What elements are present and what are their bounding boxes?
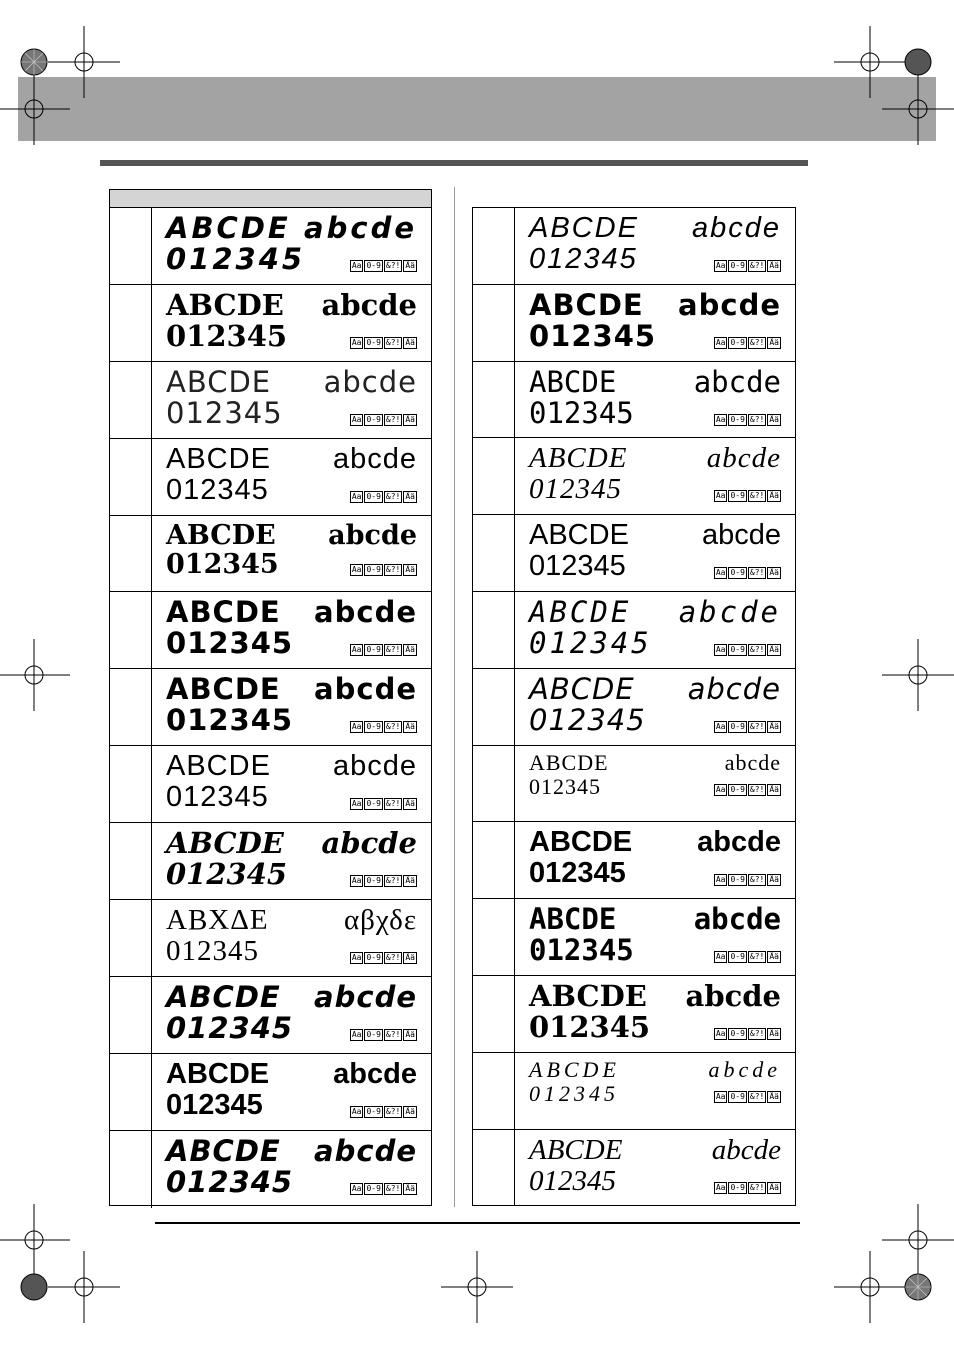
uppercase-sample: ABCDE	[529, 671, 635, 706]
digits-sample: 012345	[529, 473, 622, 506]
font-sample-row	[110, 592, 431, 669]
digits-sample: 012345	[166, 857, 288, 892]
lowercase-sample: abcde	[321, 826, 417, 861]
charset-chip-icon: &?!	[385, 876, 401, 886]
digits-sample: 012345	[529, 933, 634, 968]
font-number-cell	[110, 362, 152, 438]
character-set-icons	[714, 1182, 781, 1194]
font-number-cell	[473, 592, 515, 668]
uppercase-sample: ABCDE	[529, 902, 617, 937]
charset-chip-icon: &?!	[749, 491, 765, 501]
digits-sample: 012345	[166, 935, 259, 968]
charset-chip-icon: Aa	[351, 799, 362, 809]
digits-sample: 012345	[166, 781, 269, 814]
charset-chip-icon: Ää	[769, 1182, 779, 1192]
lowercase-sample: abcde	[314, 595, 417, 630]
uppercase-sample: ABCDE	[166, 519, 276, 551]
digits-sample: 012345	[529, 550, 626, 583]
character-set-icons	[714, 644, 781, 656]
charset-chip-icon: 0-9	[366, 722, 381, 732]
uppercase-sample: ABCDE	[529, 442, 628, 475]
charset-chip-icon: Aa	[715, 337, 726, 347]
character-set-icons	[350, 644, 417, 656]
font-sample-cell	[515, 746, 795, 822]
uppercase-sample: ABCDE	[166, 211, 291, 245]
charset-chip-icon: Aa	[351, 261, 362, 270]
charset-chip-icon: &?!	[749, 875, 765, 885]
charset-chip-icon: Ää	[405, 876, 415, 886]
lowercase-sample: abcde	[304, 211, 417, 245]
charset-chip-icon: &?!	[749, 337, 765, 347]
font-number-cell	[110, 516, 152, 592]
charset-chip-icon: Ää	[769, 337, 779, 347]
charset-chip-icon: &?!	[385, 1029, 401, 1039]
charset-chip-icon: Aa	[351, 491, 362, 501]
charset-chip-icon: &?!	[749, 952, 765, 962]
charset-chip-icon: 0-9	[730, 337, 745, 347]
charset-chip-icon: &?!	[385, 564, 401, 574]
lowercase-sample: abcde	[332, 442, 417, 475]
lowercase-sample: abcde	[697, 826, 781, 859]
character-set-icons	[350, 337, 417, 349]
uppercase-sample: ABCDE	[166, 364, 272, 399]
charset-chip-icon: Ää	[769, 261, 779, 270]
charset-chip-icon: &?!	[385, 1106, 401, 1116]
character-set-icons	[350, 260, 417, 272]
digits-sample: 012345	[529, 773, 601, 799]
charset-chip-icon: Aa	[715, 644, 726, 654]
font-sample-row	[473, 822, 795, 899]
font-number-cell	[473, 438, 515, 514]
font-sample-row	[110, 900, 431, 977]
digits-sample: 012345	[529, 625, 652, 660]
font-number-cell	[110, 823, 152, 899]
charset-chip-icon: Ää	[769, 414, 779, 424]
charset-chip-icon: &?!	[749, 721, 765, 731]
charset-chip-icon: &?!	[749, 414, 765, 424]
digits-sample: 012345	[529, 702, 646, 737]
uppercase-sample: ABCDE	[166, 979, 281, 1014]
font-sample-row	[473, 1053, 795, 1130]
charset-chip-icon: 0-9	[366, 414, 381, 424]
uppercase-sample: ΑΒΧΔΕ	[166, 904, 269, 937]
charset-chip-icon: 0-9	[366, 1183, 381, 1193]
font-number-cell	[110, 285, 152, 361]
charset-chip-icon: 0-9	[730, 1182, 745, 1192]
charset-chip-icon: &?!	[385, 645, 401, 655]
lowercase-sample: abcde	[687, 671, 781, 706]
charset-chip-icon: Aa	[351, 414, 362, 424]
font-sample-row	[110, 1131, 431, 1208]
table-header	[110, 190, 431, 208]
charset-chip-icon: Aa	[715, 875, 726, 885]
font-sample-cell	[515, 1130, 795, 1207]
font-number-cell	[110, 669, 152, 745]
font-sample-row	[473, 362, 795, 439]
digits-sample: 012345	[529, 243, 638, 275]
font-sample-cell	[152, 900, 431, 976]
digits-sample: 012345	[166, 548, 279, 580]
charset-chip-icon: 0-9	[730, 644, 745, 654]
charset-chip-icon: 0-9	[730, 784, 745, 794]
font-sample-row	[110, 439, 431, 516]
character-set-icons	[714, 1028, 781, 1040]
character-set-icons	[350, 798, 417, 810]
digits-sample: 012345	[166, 703, 294, 738]
digits-sample: 012345	[166, 626, 294, 661]
font-number-cell	[473, 976, 515, 1052]
digits-sample: 012345	[166, 318, 288, 353]
character-set-icons	[714, 874, 781, 886]
charset-chip-icon: Aa	[351, 564, 362, 574]
charset-chip-icon: &?!	[385, 722, 401, 732]
charset-chip-icon: &?!	[385, 261, 401, 270]
charset-chip-icon: Aa	[715, 261, 726, 270]
digits-sample: 012345	[166, 395, 283, 430]
charset-chip-icon: Aa	[351, 722, 362, 732]
uppercase-sample: ABCDE	[529, 594, 632, 629]
font-sample-row	[473, 1130, 795, 1207]
charset-chip-icon: 0-9	[730, 952, 745, 962]
charset-chip-icon: 0-9	[366, 799, 381, 809]
charset-chip-icon: Ää	[405, 645, 415, 655]
font-sample-row	[473, 899, 795, 976]
charset-chip-icon: &?!	[749, 1091, 765, 1101]
character-set-icons	[714, 784, 781, 796]
digits-sample: 012345	[529, 395, 634, 430]
font-sample-row	[110, 823, 431, 900]
uppercase-sample: ABCDE	[529, 826, 633, 859]
font-sample-cell	[152, 1131, 431, 1208]
charset-chip-icon: Ää	[405, 953, 415, 963]
charset-chip-icon: 0-9	[366, 645, 381, 655]
charset-chip-icon: Aa	[351, 876, 362, 886]
charset-chip-icon: Aa	[715, 952, 726, 962]
lowercase-sample: abcde	[678, 287, 781, 322]
charset-chip-icon: Aa	[715, 1028, 726, 1038]
font-sample-cell	[152, 746, 431, 822]
lowercase-sample: abcde	[701, 519, 781, 552]
font-sample-row	[110, 362, 431, 439]
lowercase-sample: abcde	[332, 750, 417, 783]
charset-chip-icon: Aa	[351, 1029, 362, 1039]
charset-chip-icon: Ää	[405, 1183, 415, 1193]
font-sample-row	[473, 438, 795, 515]
lowercase-sample: abcde	[693, 364, 781, 399]
uppercase-sample: ABCDE	[166, 750, 271, 783]
charset-chip-icon: Ää	[769, 1028, 779, 1038]
character-set-icons	[714, 260, 781, 272]
charset-chip-icon: Aa	[715, 491, 726, 501]
charset-chip-icon: 0-9	[730, 1028, 745, 1038]
character-set-icons	[350, 414, 417, 426]
font-sample-row	[110, 669, 431, 746]
charset-chip-icon: 0-9	[730, 875, 745, 885]
font-sample-cell	[515, 285, 795, 361]
lowercase-sample: abcde	[678, 594, 781, 629]
charset-chip-icon: Aa	[715, 1182, 726, 1192]
font-sample-row	[110, 208, 431, 285]
character-set-icons	[714, 1091, 781, 1103]
digits-sample: 012345	[529, 857, 626, 890]
font-sample-cell	[515, 515, 795, 591]
font-sample-row	[473, 592, 795, 669]
lowercase-sample: abcde	[685, 978, 781, 1013]
charset-chip-icon: Aa	[351, 645, 362, 655]
charset-chip-icon: &?!	[385, 337, 401, 347]
charset-chip-icon: Aa	[715, 1091, 726, 1101]
character-set-icons	[350, 875, 417, 887]
character-set-icons	[714, 951, 781, 963]
uppercase-sample: ABCDE	[529, 287, 644, 322]
digits-sample: 012345	[529, 1080, 619, 1106]
digits-sample: 012345	[166, 1010, 294, 1045]
digits-sample: 012345	[529, 318, 657, 353]
digits-sample: 012345	[529, 1009, 651, 1044]
lowercase-sample: abcde	[321, 287, 417, 322]
font-number-cell	[473, 1130, 515, 1207]
charset-chip-icon: Aa	[715, 784, 726, 794]
charset-chip-icon: Ää	[405, 337, 415, 347]
character-set-icons	[714, 337, 781, 349]
lowercase-sample: abcde	[708, 1056, 781, 1082]
font-number-cell	[110, 900, 152, 976]
font-number-cell	[473, 822, 515, 898]
charset-chip-icon: Ää	[769, 568, 779, 578]
charset-chip-icon: &?!	[385, 414, 401, 424]
font-sample-cell	[515, 592, 795, 668]
charset-chip-icon: &?!	[749, 568, 765, 578]
font-sample-row	[473, 208, 795, 285]
charset-chip-icon: Ää	[769, 644, 779, 654]
charset-chip-icon: Ää	[769, 952, 779, 962]
uppercase-sample: ABCDE	[166, 595, 281, 630]
lowercase-sample: abcde	[328, 519, 417, 551]
font-sample-row	[473, 669, 795, 746]
font-sample-cell	[152, 669, 431, 745]
lowercase-sample: abcde	[314, 979, 417, 1014]
charset-chip-icon: &?!	[749, 784, 765, 794]
uppercase-sample: ABCDE	[529, 364, 617, 399]
lowercase-sample: abcde	[314, 672, 417, 707]
charset-chip-icon: &?!	[749, 1182, 765, 1192]
character-set-icons	[350, 1106, 417, 1118]
charset-chip-icon: 0-9	[366, 261, 381, 270]
font-sample-cell	[515, 899, 795, 975]
lowercase-sample: abcde	[724, 749, 781, 775]
font-sample-cell	[515, 208, 795, 284]
font-sample-cell	[515, 669, 795, 745]
uppercase-sample: ABCDE	[529, 1133, 623, 1166]
lowercase-sample: abcde	[706, 442, 781, 475]
font-number-cell	[473, 362, 515, 438]
uppercase-sample: ABCDE	[529, 212, 639, 244]
charset-chip-icon: Aa	[715, 568, 726, 578]
charset-chip-icon: Ää	[769, 721, 779, 731]
charset-chip-icon: Ää	[405, 261, 415, 270]
font-number-cell	[473, 746, 515, 822]
uppercase-sample: ABCDE	[166, 287, 284, 322]
charset-chip-icon: Ää	[405, 1106, 415, 1116]
digits-sample: 012345	[529, 1164, 616, 1197]
charset-chip-icon: 0-9	[366, 1106, 381, 1116]
lowercase-sample: abcde	[693, 902, 781, 937]
charset-chip-icon: Aa	[715, 721, 726, 731]
lowercase-sample: abcde	[691, 212, 781, 244]
charset-chip-icon: Ää	[769, 875, 779, 885]
digits-sample: 012345	[166, 1088, 263, 1121]
charset-chip-icon: Ää	[769, 491, 779, 501]
font-sample-row	[110, 516, 431, 593]
character-set-icons	[714, 490, 781, 502]
lowercase-sample: abcde	[333, 1057, 417, 1090]
charset-chip-icon: &?!	[385, 1183, 401, 1193]
charset-chip-icon: Ää	[405, 491, 415, 501]
charset-chip-icon: &?!	[385, 491, 401, 501]
font-sample-row	[110, 746, 431, 823]
character-set-icons	[350, 1029, 417, 1041]
charset-chip-icon: Aa	[351, 1183, 362, 1193]
charset-chip-icon: 0-9	[730, 1091, 745, 1101]
font-sample-cell	[152, 285, 431, 361]
charset-chip-icon: &?!	[749, 261, 765, 270]
lowercase-sample: abcde	[314, 1133, 417, 1168]
font-sample-row	[473, 976, 795, 1053]
character-set-icons	[350, 491, 417, 503]
uppercase-sample: ABCDE	[166, 672, 281, 707]
charset-chip-icon: Aa	[351, 337, 362, 347]
charset-chip-icon: 0-9	[730, 568, 745, 578]
charset-chip-icon: 0-9	[366, 953, 381, 963]
charset-chip-icon: &?!	[385, 953, 401, 963]
font-sample-cell	[152, 1054, 431, 1130]
font-sample-row	[473, 746, 795, 823]
font-sample-cell	[515, 438, 795, 514]
digits-sample: 012345	[166, 1164, 294, 1199]
uppercase-sample: ABCDE	[529, 749, 609, 775]
charset-chip-icon: Ää	[405, 799, 415, 809]
font-number-cell	[110, 1131, 152, 1208]
font-sample-row	[473, 515, 795, 592]
charset-chip-icon: &?!	[749, 644, 765, 654]
font-sample-row	[110, 1054, 431, 1131]
lowercase-sample: abcde	[711, 1133, 781, 1166]
charset-chip-icon: &?!	[749, 1028, 765, 1038]
charset-chip-icon: Ää	[769, 784, 779, 794]
charset-chip-icon: Aa	[715, 414, 726, 424]
charset-chip-icon: Ää	[769, 1091, 779, 1101]
charset-chip-icon: 0-9	[730, 721, 745, 731]
font-sample-cell	[152, 823, 431, 899]
font-number-cell	[110, 592, 152, 668]
charset-chip-icon: 0-9	[366, 1029, 381, 1039]
font-number-cell	[110, 208, 152, 284]
font-sample-cell	[515, 362, 795, 438]
font-number-cell	[473, 1053, 515, 1129]
font-number-cell	[110, 1054, 152, 1130]
font-sample-cell	[152, 208, 431, 284]
font-sample-cell	[152, 977, 431, 1053]
charset-chip-icon: Ää	[405, 1029, 415, 1039]
font-sample-row	[110, 285, 431, 362]
font-sample-cell	[152, 592, 431, 668]
uppercase-sample: ABCDE	[166, 1133, 281, 1168]
charset-chip-icon: Aa	[351, 953, 362, 963]
font-number-cell	[473, 515, 515, 591]
charset-chip-icon: 0-9	[730, 261, 745, 270]
lowercase-sample: abcde	[323, 364, 417, 399]
character-set-icons	[714, 414, 781, 426]
font-number-cell	[473, 669, 515, 745]
font-number-cell	[110, 746, 152, 822]
font-table-left	[109, 189, 432, 1206]
charset-chip-icon: Ää	[405, 414, 415, 424]
font-sample-cell	[515, 822, 795, 898]
font-sample-cell	[152, 439, 431, 515]
charset-chip-icon: 0-9	[730, 491, 745, 501]
charset-chip-icon: 0-9	[366, 337, 381, 347]
font-table-right	[472, 207, 796, 1206]
charset-chip-icon: Aa	[351, 1106, 362, 1116]
character-set-icons	[350, 564, 417, 576]
uppercase-sample: ABCDE	[166, 442, 271, 475]
charset-chip-icon: Ää	[405, 722, 415, 732]
character-set-icons	[350, 721, 417, 733]
font-sample-row	[110, 977, 431, 1054]
character-set-icons	[350, 952, 417, 964]
uppercase-sample: ABCDE	[166, 1057, 270, 1090]
font-number-cell	[110, 977, 152, 1053]
font-number-cell	[473, 899, 515, 975]
charset-chip-icon: 0-9	[730, 414, 745, 424]
lowercase-sample: αβχδε	[343, 904, 417, 937]
character-set-icons	[714, 721, 781, 733]
charset-chip-icon: 0-9	[366, 876, 381, 886]
uppercase-sample: ABCDE	[529, 519, 629, 552]
charset-chip-icon: 0-9	[366, 564, 381, 574]
font-number-cell	[110, 439, 152, 515]
charset-chip-icon: 0-9	[366, 491, 381, 501]
digits-sample: 012345	[166, 242, 306, 276]
uppercase-sample: ABCDE	[166, 826, 284, 861]
charset-chip-icon: Ää	[405, 564, 415, 574]
font-sample-cell	[515, 1053, 795, 1129]
font-number-cell	[473, 285, 515, 361]
font-sample-cell	[152, 362, 431, 438]
character-set-icons	[714, 567, 781, 579]
font-sample-cell	[515, 976, 795, 1052]
font-sample-cell	[152, 516, 431, 592]
digits-sample: 012345	[166, 473, 269, 506]
uppercase-sample: ABCDE	[529, 1056, 620, 1082]
font-sample-row	[473, 285, 795, 362]
character-set-icons	[350, 1183, 417, 1195]
uppercase-sample: ABCDE	[529, 978, 647, 1013]
font-number-cell	[473, 208, 515, 284]
charset-chip-icon: &?!	[385, 799, 401, 809]
